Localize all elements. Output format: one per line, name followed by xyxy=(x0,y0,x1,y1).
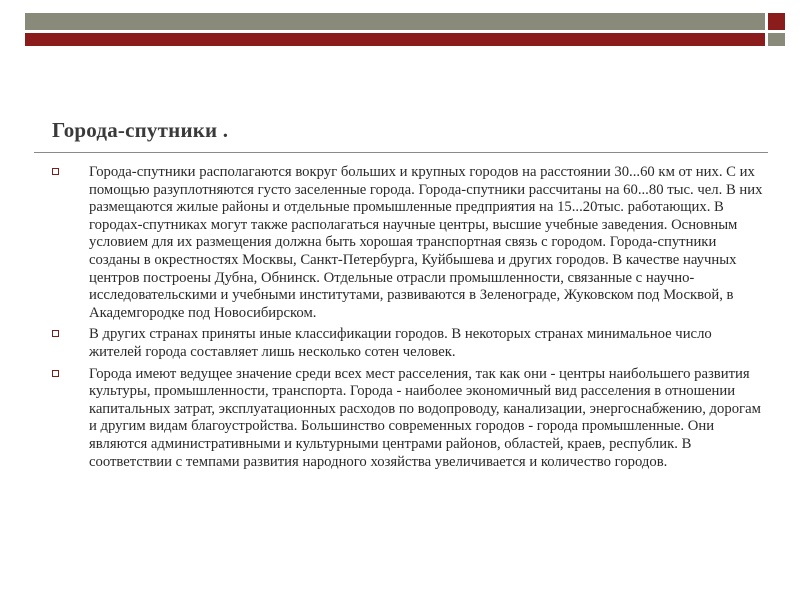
slide-title: Города-спутники . xyxy=(52,118,229,142)
header-bar-red xyxy=(25,33,765,46)
bullet-item xyxy=(50,326,765,361)
header-bar-gray xyxy=(25,13,765,30)
bullet-text: Города имеют ведущее значение среди всех мест расселения, так как они - центры наибольшего развития культуры, промышленности, транспорта. Города - наиболее экономичный вид расселения в отношении капитальных затрат, эксплуатационных расходов по водопроводу, канализации, энергоснабжению, дорогам и другим видам благоустройства. Большинство современных городов - города промышленные. Они являются административными и культурными центрами районов, областей, краев, республик. В соответствии с темпами развития народного хозяйства увеличивается и количество городов. xyxy=(89,365,761,470)
bullet-text: Города-спутники располагаются вокруг больших и крупных городов на расстоянии 30...60 км от них. С их помощью разуплотняются густо заселенные города. Города-спутники рассчитаны на 60...80 тыс. чел. В них размещаются жилые районы и отдельные промышленные предприятия на 15...20тыс. работающих. В городах-спутниках могут также располагаться научные центры, высшие учебные заведения. Основным условием для их размещения должна быть хорошая транспортная связь с городом. Города-спутники созданы в окрестностях Москвы, Санкт-Петербурга, Куйбышева и других городов. В качестве научных центров построены Дубна, Обнинск. Отдельные отрасли промышленности, связанные с научно-исследовательскими и учебными институтами, развиваются в Зеленограде, Жуковском под Москвой, в Академгородке под Новосибирском. xyxy=(89,164,763,321)
square-bullet-icon xyxy=(52,370,59,377)
square-bullet-icon xyxy=(52,330,59,337)
bullet-list xyxy=(50,164,765,475)
square-bullet-icon xyxy=(52,168,59,175)
header-square-red xyxy=(768,13,785,30)
header-square-gray xyxy=(768,33,785,46)
title-underline xyxy=(34,152,768,153)
bullet-text: В других странах приняты иные классификации городов. В некоторых странах минимальное число жителей города составляет лишь несколько сотен человек. xyxy=(89,326,712,360)
bullet-item xyxy=(50,366,765,472)
bullet-item xyxy=(50,164,765,322)
